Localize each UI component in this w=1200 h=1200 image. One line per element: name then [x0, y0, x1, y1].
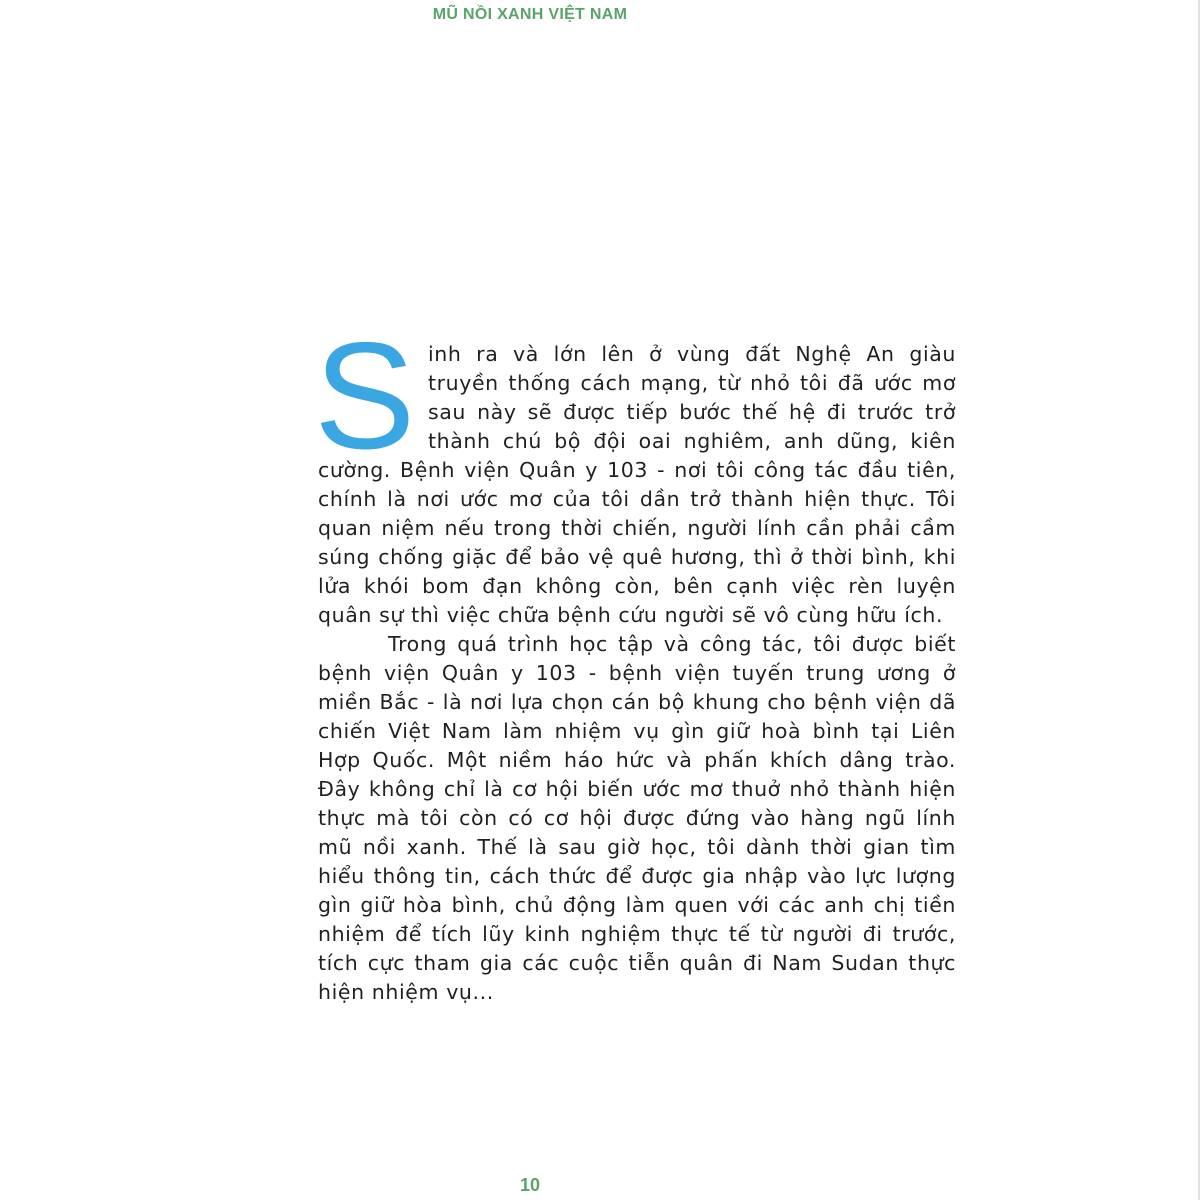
- paragraph-2: Trong quá trình học tập và công tác, tôi được biết bệnh viện Quân y 103 - bệnh viện tuyến trung ương ở miền Bắc - là nơi lựa chọn cán bộ khung cho bệnh viện dã chiến Việt Nam làm nhiệm vụ gìn giữ hoà bình tại Liên Hợp Quốc. Một niềm háo hức và phấn khích dâng trào. Đây không chỉ là cơ hội biến ước mơ thuở nhỏ thành hiện thực mà tôi còn có cơ hội được đứng vào hàng ngũ lính mũ nồi xanh. Thế là sau giờ học, tôi dành thời gian tìm hiểu thông tin, cách thức để được gia nhập vào lực lượng gìn giữ hòa bình, chủ động làm quen với các anh chị tiền nhiệm để tích lũy kinh nghiệm thực tế từ người đi trước, tích cực tham gia các cuộc tiễn quân đi Nam Sudan thực hiện nhiệm vụ...: [318, 632, 956, 1004]
- running-header: MŨ NỒI XANH VIỆT NAM: [432, 6, 628, 23]
- page-number: 10: [519, 1175, 541, 1195]
- paragraph-1: [314, 311, 956, 630]
- paragraph-1-text: inh ra và lớn lên ở vùng đất Nghệ An giàu truyền thống cách mạng, từ nhỏ tôi đã ước mơ sau này sẽ được tiếp bước thế hệ đi trước trở thành chú bộ đội oai nghiêm, anh dũng, kiên cường. Bệnh viện Quân y 103 - nơi tôi công tác đầu tiên, chính là nơi ước mơ của tôi dần trở thành hiện thực. Tôi quan niệm nếu trong thời chiến, người lính cần phải cầm súng chống giặc để bảo vệ quê hương, thì ở thời bình, khi lửa khói bom đạn không còn, bên cạnh việc rèn luyện quân sự thì việc chữa bệnh cứu người sẽ vô cùng hữu ích.: [318, 342, 956, 627]
- body-text: [314, 311, 956, 1007]
- drop-cap: S: [314, 311, 416, 481]
